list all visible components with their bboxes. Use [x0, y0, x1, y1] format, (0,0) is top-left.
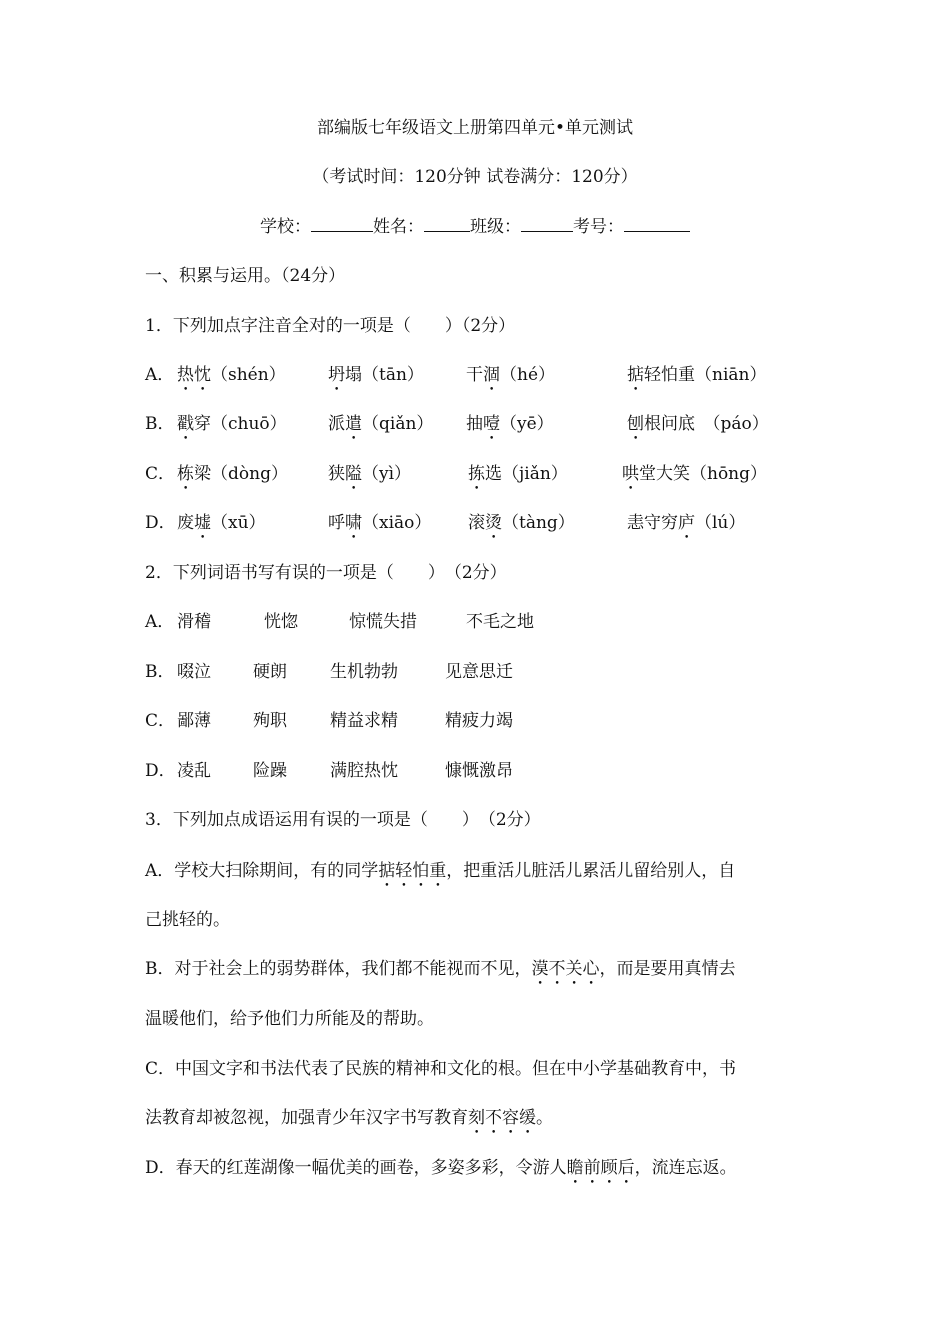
option-label: A． — [145, 365, 175, 385]
number-label: 考号： — [573, 217, 624, 237]
option-item: 鄙薄 — [177, 711, 211, 731]
class-blank[interactable] — [521, 230, 573, 232]
option-label: D． — [145, 761, 176, 781]
option-item: 滚烫（tàng） — [468, 513, 575, 533]
name-blank[interactable] — [424, 230, 470, 232]
option-item: 满腔热忱 — [330, 761, 398, 781]
question-3-option-b-line-2: 温暖他们，给予他们力所能及的帮助。 — [145, 1009, 434, 1029]
option-item: 坍塌（tān） — [328, 365, 424, 385]
option-label: B． — [145, 662, 175, 682]
question-3-option-c-line-1: C．中国文字和书法代表了民族的精神和文化的根。但在中小学基础教育中，书 — [145, 1059, 737, 1079]
name-label: 姓名： — [373, 217, 424, 237]
option-item: 抽噎（yē） — [466, 414, 554, 434]
option-label: D． — [145, 513, 176, 533]
option-item: 热忱（shén） — [177, 365, 286, 385]
option-item: 险躁 — [253, 761, 287, 781]
option-item: 生机勃勃 — [330, 662, 398, 682]
option-item: 硬朗 — [253, 662, 287, 682]
option-item: 刨根问底 （páo） — [627, 414, 769, 434]
page-title: 部编版七年级语文上册第四单元•单元测试 — [316, 118, 634, 138]
option-item: 栋梁（dòng） — [177, 464, 288, 484]
option-label: A． — [145, 612, 175, 632]
option-item: 干涸（hé） — [466, 365, 556, 385]
question-3-stem: 3．下列加点成语运用有误的一项是（ ） （2分） — [145, 810, 541, 830]
option-item: 惊慌失措 — [349, 612, 417, 632]
option-label: C． — [145, 464, 176, 484]
option-label: B． — [145, 414, 175, 434]
question-3-option-a-line-1: A．学校大扫除期间，有的同学掂轻怕重，把重活儿脏活儿累活儿留给别人，自 — [145, 861, 736, 881]
option-item: 哄堂大笑（hōng） — [622, 464, 768, 484]
question-2-stem: 2．下列词语书写有误的一项是（ ） （2分） — [145, 563, 507, 583]
option-item: 呼啸（xiāo） — [328, 513, 432, 533]
number-blank[interactable] — [624, 230, 690, 232]
option-item: 精疲力竭 — [445, 711, 513, 731]
option-item: 拣选（jiǎn） — [468, 464, 568, 484]
school-blank[interactable] — [311, 230, 373, 232]
exam-subtitle: （考试时间：120分钟 试卷满分：120分） — [312, 167, 638, 187]
option-item: 不毛之地 — [466, 612, 534, 632]
option-item: 慷慨激昂 — [445, 761, 513, 781]
option-label: C． — [145, 711, 176, 731]
question-3-option-b-line-1: B．对于社会上的弱势群体，我们都不能视而不见，漠不关心，而是要用真情去 — [145, 959, 736, 979]
option-item: 恍惚 — [264, 612, 298, 632]
option-item: 掂轻怕重（niān） — [627, 365, 767, 385]
option-item: 凌乱 — [177, 761, 211, 781]
student-info-row — [0, 216, 950, 238]
class-label: 班级： — [470, 217, 521, 237]
question-3-option-c-line-2: 法教育却被忽视，加强青少年汉字书写教育刻不容缓。 — [145, 1108, 553, 1128]
option-item: 见意思迁 — [445, 662, 513, 682]
option-item: 啜泣 — [177, 662, 211, 682]
option-item: 恚守穷庐（lú） — [627, 513, 746, 533]
option-item: 精益求精 — [330, 711, 398, 731]
question-1-stem: 1．下列加点字注音全对的一项是（ ）（2分） — [145, 316, 516, 336]
option-item: 滑稽 — [177, 612, 211, 632]
option-item: 派遣（qiǎn） — [328, 414, 434, 434]
option-item: 狭隘（yì） — [328, 464, 412, 484]
school-label: 学校： — [260, 217, 311, 237]
option-item: 戳穿（chuō） — [177, 414, 287, 434]
option-item: 殉职 — [253, 711, 287, 731]
section-heading: 一、积累与运用。（24分） — [145, 266, 346, 286]
option-item: 废墟（xū） — [177, 513, 266, 533]
question-3-option-d-line-1: D．春天的红莲湖像一幅优美的画卷，多姿多彩，令游人瞻前顾后，流连忘返。 — [145, 1158, 737, 1178]
question-3-option-a-line-2: 己挑轻的。 — [145, 910, 230, 930]
